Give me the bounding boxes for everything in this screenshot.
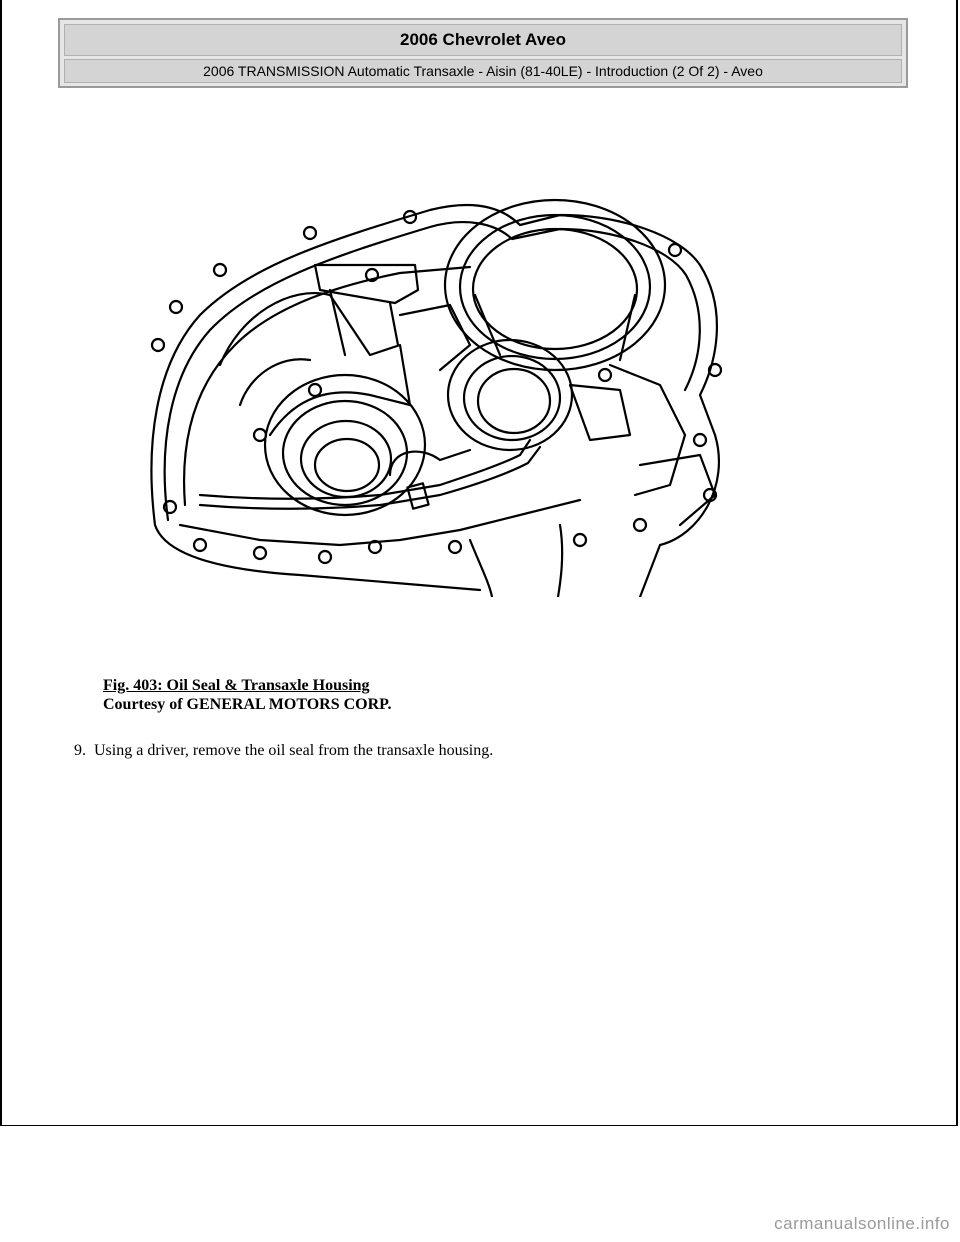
document-subtitle: 2006 TRANSMISSION Automatic Transaxle - Aisin (81-40LE) - Introduction (2 Of 2) - Aveo [64, 59, 902, 83]
site-watermark: carmanualsonline.info [774, 1214, 950, 1233]
procedure-step [74, 741, 493, 760]
document-header [58, 18, 908, 88]
step-text: Using a driver, remove the oil seal from the transaxle housing. [94, 742, 494, 759]
document-title: 2006 Chevrolet Aveo [64, 24, 902, 56]
figure-courtesy: Courtesy of GENERAL MOTORS CORP. [103, 696, 392, 713]
figure-caption [103, 676, 391, 714]
figure-title-link[interactable]: Fig. 403: Oil Seal & Transaxle Housing [103, 677, 370, 694]
step-number: 9. [74, 742, 86, 759]
transaxle-housing-illustration [140, 195, 730, 597]
